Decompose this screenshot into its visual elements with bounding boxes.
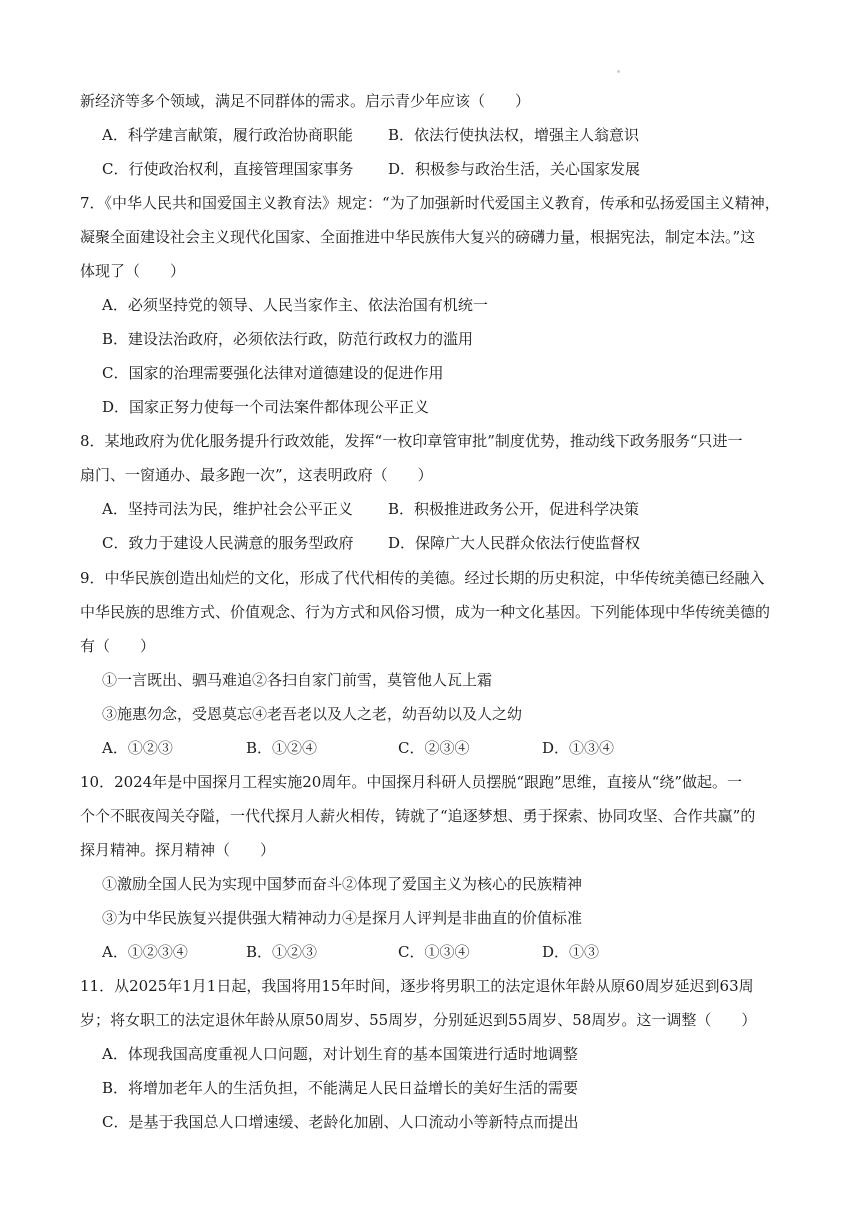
q10-option-d: D．①③: [542, 943, 600, 961]
q11-stem-line-2: 岁；将女职工的法定退休年龄从原50周岁、55周岁，分别延迟到55周岁、58周岁。这一调整（ ）: [80, 1011, 757, 1029]
q7-option-b: B．建设法治政府，必须依法行政，防范行政权力的滥用: [102, 330, 474, 348]
q7-option-d: D．国家正努力使每一个司法案件都体现公平正义: [102, 398, 430, 416]
q9-option-a: A．①②③: [102, 739, 173, 757]
scan-dot: [617, 70, 620, 73]
q7-stem-line-3: 体现了（ ）: [80, 262, 186, 280]
q8-option-a: A．坚持司法为民，维护社会公平正义: [102, 500, 353, 518]
q10-option-c: C．①③④: [398, 943, 470, 961]
q9-option-c: C．②③④: [398, 739, 470, 757]
q10-stem-line-2: 个个不眠夜闯关夺隘，一代代探月人薪火相传，铸就了“追逐梦想、勇于探索、协同攻坚、合作共赢”的: [80, 807, 756, 825]
q6-option-c: C．行使政治权利，直接管理国家事务: [102, 160, 354, 178]
q11-stem-line-1: 11．从2025年1月1日起，我国将用15年时间，逐步将男职工的法定退休年龄从原60周岁延迟到63周: [80, 977, 754, 995]
q11-option-c: C．是基于我国总人口增速缓、老龄化加剧、人口流动小等新特点而提出: [102, 1113, 579, 1131]
q7-option-c: C．国家的治理需要强化法律对道德建设的促进作用: [102, 364, 444, 382]
q10-stem-line-1: 10．2024年是中国探月工程实施20周年。中国探月科研人员摆脱“跟跑”思维，直接从“绕”做起。一: [80, 773, 743, 791]
q9-statement-line-1: ①一言既出、驷马难追②各扫自家门前雪，莫管他人瓦上霜: [102, 671, 493, 689]
q8-option-c: C．致力于建设人民满意的服务型政府: [102, 534, 354, 552]
q7-option-a: A．必须坚持党的领导、人民当家作主、依法治国有机统一: [102, 296, 488, 314]
q8-option-b: B．积极推进政务公开，促进科学决策: [388, 500, 640, 518]
q8-stem-line-1: 8．某地政府为优化服务提升行政效能，发挥“一枚印章管审批”制度优势，推动线下政务服务“只进一: [80, 432, 743, 450]
q9-stem-line-2: 中华民族的思维方式、价值观念、行为方式和风俗习惯，成为一种文化基因。下列能体现中华传统美德的: [80, 603, 771, 621]
q10-statement-line-2: ③为中华民族复兴提供强大精神动力④是探月人评判是非曲直的价值标准: [102, 909, 583, 927]
q10-stem-line-3: 探月精神。探月精神（ ）: [80, 841, 276, 859]
q8-option-d: D．保障广大人民群众依法行使监督权: [388, 534, 641, 552]
q11-option-a: A．体现我国高度重视人口问题，对计划生育的基本国策进行适时地调整: [102, 1045, 578, 1063]
q9-statement-line-2: ③施惠勿念，受恩莫忘④老吾老以及人之老，幼吾幼以及人之幼: [102, 705, 523, 723]
q9-option-d: D．①③④: [542, 739, 615, 757]
q9-stem-line-3: 有（ ）: [80, 637, 156, 655]
q7-stem-line-2: 凝聚全面建设社会主义现代化国家、全面推进中华民族伟大复兴的磅礴力量，根据宪法，制定本法。”这: [80, 228, 756, 246]
q11-option-b: B．将增加老年人的生活负担，不能满足人民日益增长的美好生活的需要: [102, 1079, 579, 1097]
q8-stem-line-2: 扇门、一窗通办、最多跑一次”，这表明政府（ ）: [80, 466, 433, 484]
q6-option-a: A．科学建言献策，履行政治协商职能: [102, 126, 353, 144]
q7-stem-line-1: 7．《中华人民共和国爱国主义教育法》规定：“为了加强新时代爱国主义教育，传承和弘扬爱国主义精神，: [80, 194, 780, 212]
q6-option-d: D．积极参与政治生活，关心国家发展: [388, 160, 641, 178]
q6-option-b: B．依法行使执法权，增强主人翁意识: [388, 126, 640, 144]
q6-stem-tail: 新经济等多个领域，满足不同群体的需求。启示青少年应该（ ）: [80, 92, 531, 110]
q10-option-a: A．①②③④: [102, 943, 188, 961]
q10-statement-line-1: ①激励全国人民为实现中国梦而奋斗②体现了爱国主义为核心的民族精神: [102, 875, 583, 893]
q9-option-b: B．①②④: [246, 739, 318, 757]
q10-option-b: B．①②③: [246, 943, 318, 961]
q9-stem-line-1: 9．中华民族创造出灿烂的文化，形成了代代相传的美德。经过长期的历史积淀，中华传统美德已经融入: [80, 569, 765, 587]
